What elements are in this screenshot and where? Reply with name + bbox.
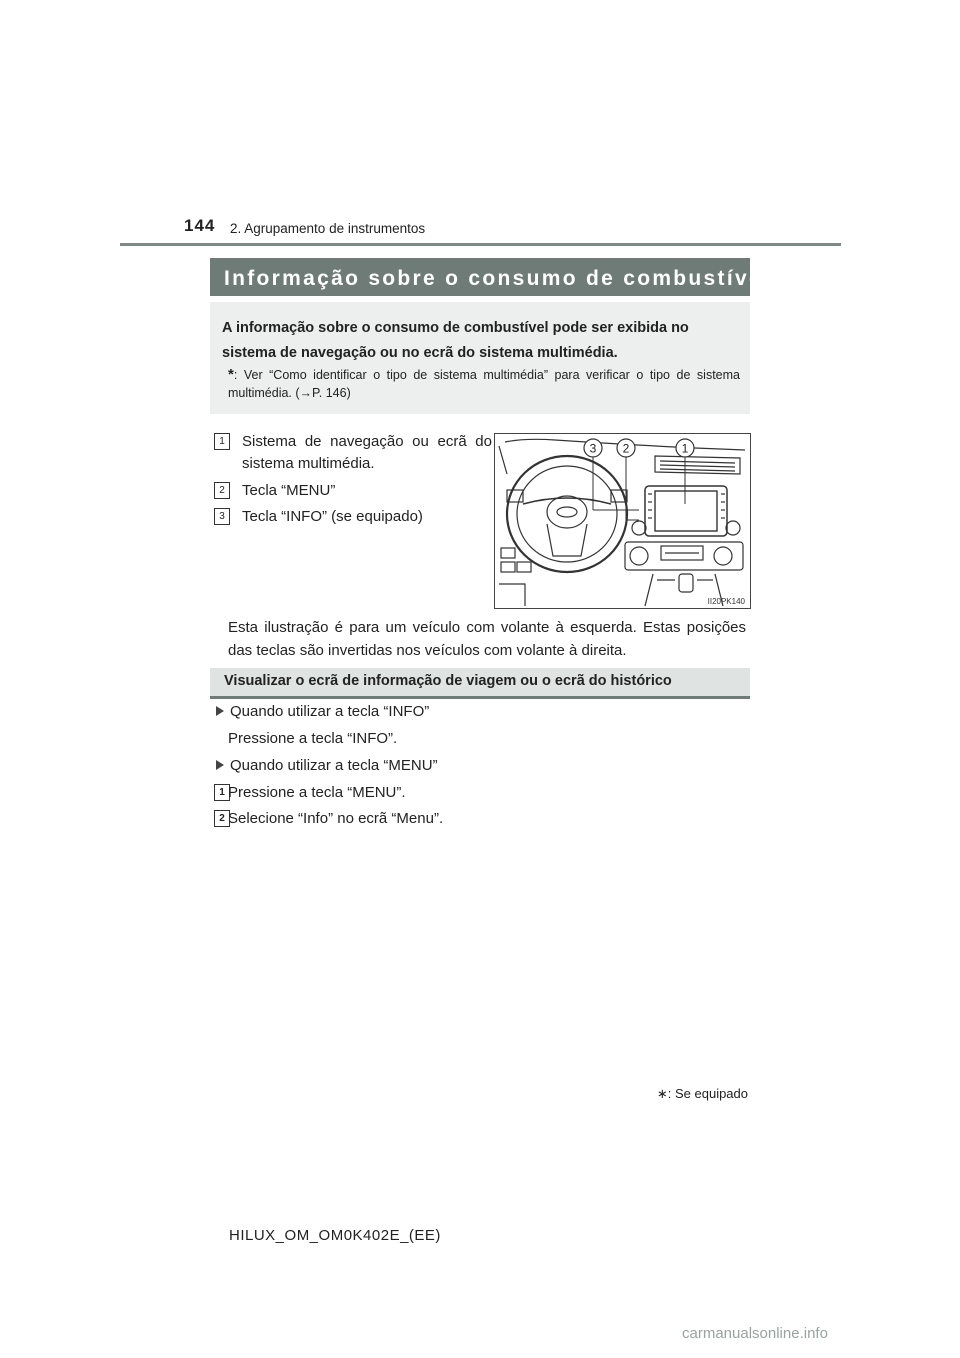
document-code: HILUX_OM_OM0K402E_(EE)	[229, 1227, 441, 1244]
section-title-text: Informação sobre o consumo de combustível	[224, 267, 772, 290]
footnote-mark: ∗	[656, 1086, 668, 1101]
case-menu-text: Quando utilizar a tecla “MENU”	[230, 757, 438, 774]
footnote-text: : Se equipado	[667, 1086, 748, 1101]
case-menu-line	[216, 756, 438, 776]
step-text: Selecione “Info” no ecrã “Menu”.	[228, 810, 444, 827]
intro-note-text: : Ver “Como identificar o tipo de sistema multimédia” para verificar o tipo de sistema multimédia. (→P. 146)	[228, 368, 740, 400]
step-item	[214, 809, 614, 829]
triangle-bullet-icon	[216, 760, 224, 770]
step-text: Pressione a tecla “MENU”.	[228, 784, 406, 801]
intro-text: A informação sobre o consumo de combustível pode ser exibida no sistema de navegação ou no ecrã do sistema multimédia.	[222, 320, 689, 361]
dashboard-drawing	[495, 434, 750, 608]
callout-label-2: 2	[622, 441, 630, 456]
illustration-code: II20PK140	[707, 597, 745, 606]
step-item	[214, 783, 614, 803]
section-banner	[210, 258, 785, 296]
callout-number: 1	[214, 433, 230, 450]
step-number: 2	[214, 810, 230, 827]
section-title	[224, 261, 785, 291]
step-number: 1	[214, 784, 230, 801]
watermark[interactable]: carmanualsonline.info	[682, 1325, 828, 1342]
press-info-line: Pressione a tecla “INFO”.	[228, 730, 398, 747]
case-info-text: Quando utilizar a tecla “INFO”	[230, 703, 430, 720]
subsection-title: Visualizar o ecrã de informação de viagem ou o ecrã do histórico	[224, 673, 672, 689]
subsection-banner	[210, 668, 750, 699]
footnote	[598, 1086, 748, 1102]
callout-label-1: 1	[681, 441, 689, 456]
dashboard-illustration	[494, 433, 751, 609]
callout-number: 3	[214, 508, 230, 525]
triangle-bullet-icon	[216, 706, 224, 716]
chapter-title: 2. Agrupamento de instrumentos	[230, 221, 426, 236]
note-asterisk: *	[228, 366, 234, 383]
callout-label: Sistema de navegação ou ecrã do sistema multimédia.	[242, 433, 492, 472]
callout-label: Tecla “MENU”	[242, 482, 336, 499]
illustration-caption: Esta ilustração é para um veículo com volante à esquerda. Estas posições das teclas são invertidas nos veículos com volante à direita.	[228, 619, 746, 659]
intro-note	[228, 366, 740, 402]
callout-number: 2	[214, 482, 230, 499]
page-number: 144	[184, 216, 216, 235]
callout-label: Tecla “INFO” (se equipado)	[242, 508, 423, 525]
header-divider	[120, 243, 841, 246]
case-info-line	[216, 702, 429, 722]
equipped-mark: ∗	[771, 261, 785, 276]
intro-box	[210, 302, 750, 414]
callout-label-3: 3	[589, 441, 597, 456]
